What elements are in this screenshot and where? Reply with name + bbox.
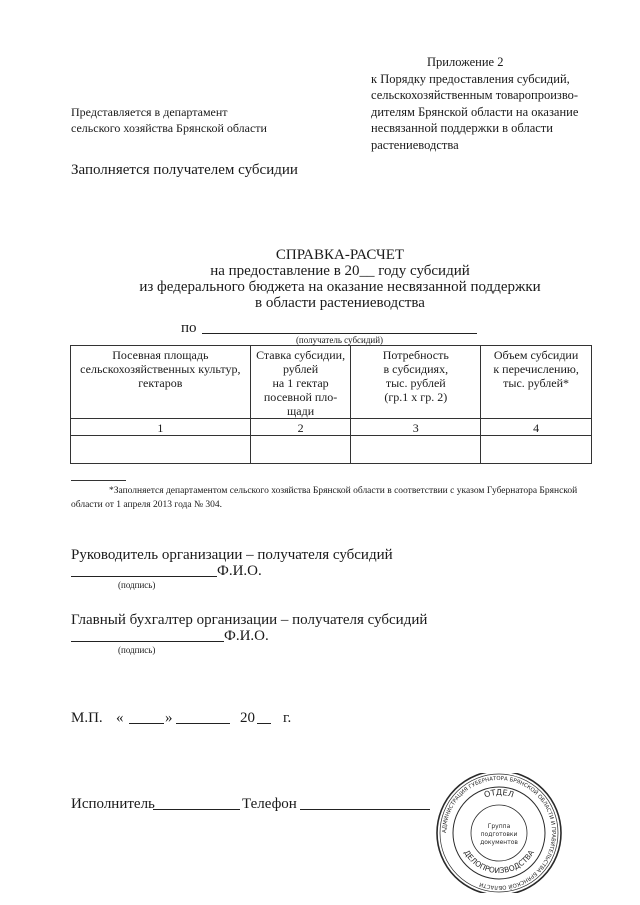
column-header: Посевная площадь сельскохозяйственных культур, гектаров <box>71 346 251 419</box>
column-header: Ставка субсидии, рублей на 1 гектар посевной пло- щади <box>250 346 351 419</box>
filled-by-note: Заполняется получателем субсидии <box>71 162 298 178</box>
appendix-line: растениеводства <box>371 137 459 152</box>
table-header-row <box>71 346 592 419</box>
recipient-caption: (получатель субсидий) <box>295 335 384 345</box>
heading-line: из федерального бюджета на оказание несвязанной поддержки <box>139 279 541 295</box>
column-number: 1 <box>71 419 251 436</box>
table-row <box>71 419 592 436</box>
table-cell[interactable] <box>481 436 592 464</box>
appendix-line: несвязанной поддержки в области <box>371 121 553 135</box>
head-fio-label: Ф.И.О. <box>217 563 262 579</box>
submitted-to-block <box>71 104 267 136</box>
executor-label: Исполнитель <box>71 796 155 812</box>
seal-arc-top <box>483 788 515 799</box>
submitted-to-line: Представляется в департамент <box>71 105 228 119</box>
table-row <box>71 436 592 464</box>
footnote-divider <box>71 480 126 481</box>
executor-field[interactable] <box>153 809 240 810</box>
heading-line: в области растениеводства <box>255 295 425 311</box>
accountant-signature-field[interactable] <box>71 641 224 642</box>
table-cell[interactable] <box>71 436 251 464</box>
submitted-to-line: сельского хозяйства Брянской области <box>71 121 267 135</box>
date-year-prefix: 20 <box>240 710 255 726</box>
seal-ring-text-path: АДМИНИСТРАЦИЯ ГУБЕРНАТОРА БРЯНСКОЙ ОБЛАСТИ И ПРАВИТЕЛЬСТВА БРЯНСКОЙ ОБЛАСТИ <box>441 775 557 891</box>
head-signature-caption: (подпись) <box>118 580 156 590</box>
document-heading <box>100 247 580 311</box>
accountant-signature-title: Главный бухгалтер организации – получателя субсидий <box>71 612 428 628</box>
date-day-field[interactable] <box>129 723 164 724</box>
seal-center-line: подготовки <box>480 831 518 838</box>
date-month-field[interactable] <box>176 723 230 724</box>
date-year-suffix: г. <box>283 710 292 726</box>
accountant-fio-label: Ф.И.О. <box>224 628 269 644</box>
column-header: Потребность в субсидиях, тыс. рублей (гр.1 х гр. 2) <box>351 346 481 419</box>
document-title: СПРАВКА-РАСЧЕТ <box>275 247 405 263</box>
accountant-signature-caption: (подпись) <box>118 645 156 655</box>
column-number: 2 <box>250 419 351 436</box>
column-number: 3 <box>351 419 481 436</box>
recipient-field[interactable] <box>202 333 477 334</box>
heading-line: на предоставление в 20__ году субсидий <box>210 263 470 279</box>
appendix-line: дителям Брянской области на оказание <box>371 104 579 119</box>
column-header: Объем субсидии к перечислению, тыс. рублей* <box>481 346 592 419</box>
footnote: *Заполняется департаментом сельского хозяйства Брянской области в соответствии с указом Губернатора Брянской области от 1 апреля 2013 года № 304. <box>71 486 578 510</box>
table-cell[interactable] <box>351 436 481 464</box>
date-close-quote: » <box>165 710 173 726</box>
seal-center-line: Группа <box>487 823 511 830</box>
table-cell[interactable] <box>250 436 351 464</box>
appendix-line: к Порядку предоставления субсидий, <box>371 71 570 86</box>
appendix-block <box>371 54 578 153</box>
seal-arc-bottom-path: ДЕЛОПРОИЗВОДСТВА <box>462 848 536 876</box>
phone-field[interactable] <box>300 809 430 810</box>
appendix-title: Приложение 2 <box>427 55 504 69</box>
recipient-prefix: по <box>181 320 197 336</box>
phone-label: Телефон <box>242 796 297 812</box>
date-open-quote: « <box>116 710 124 726</box>
column-number: 4 <box>481 419 592 436</box>
seal-arc-top-path: ОТДЕЛ <box>483 787 515 800</box>
date-year-field[interactable] <box>257 723 271 724</box>
stamp-place-label: М.П. <box>71 710 103 726</box>
appendix-line: сельскохозяйственным товаропроизво- <box>371 88 579 102</box>
seal-center-line: документов <box>480 839 518 846</box>
office-seal <box>432 773 567 898</box>
calculation-table <box>70 345 592 464</box>
head-signature-title: Руководитель организации – получателя субсидий <box>71 547 393 563</box>
head-signature-field[interactable] <box>71 576 217 577</box>
